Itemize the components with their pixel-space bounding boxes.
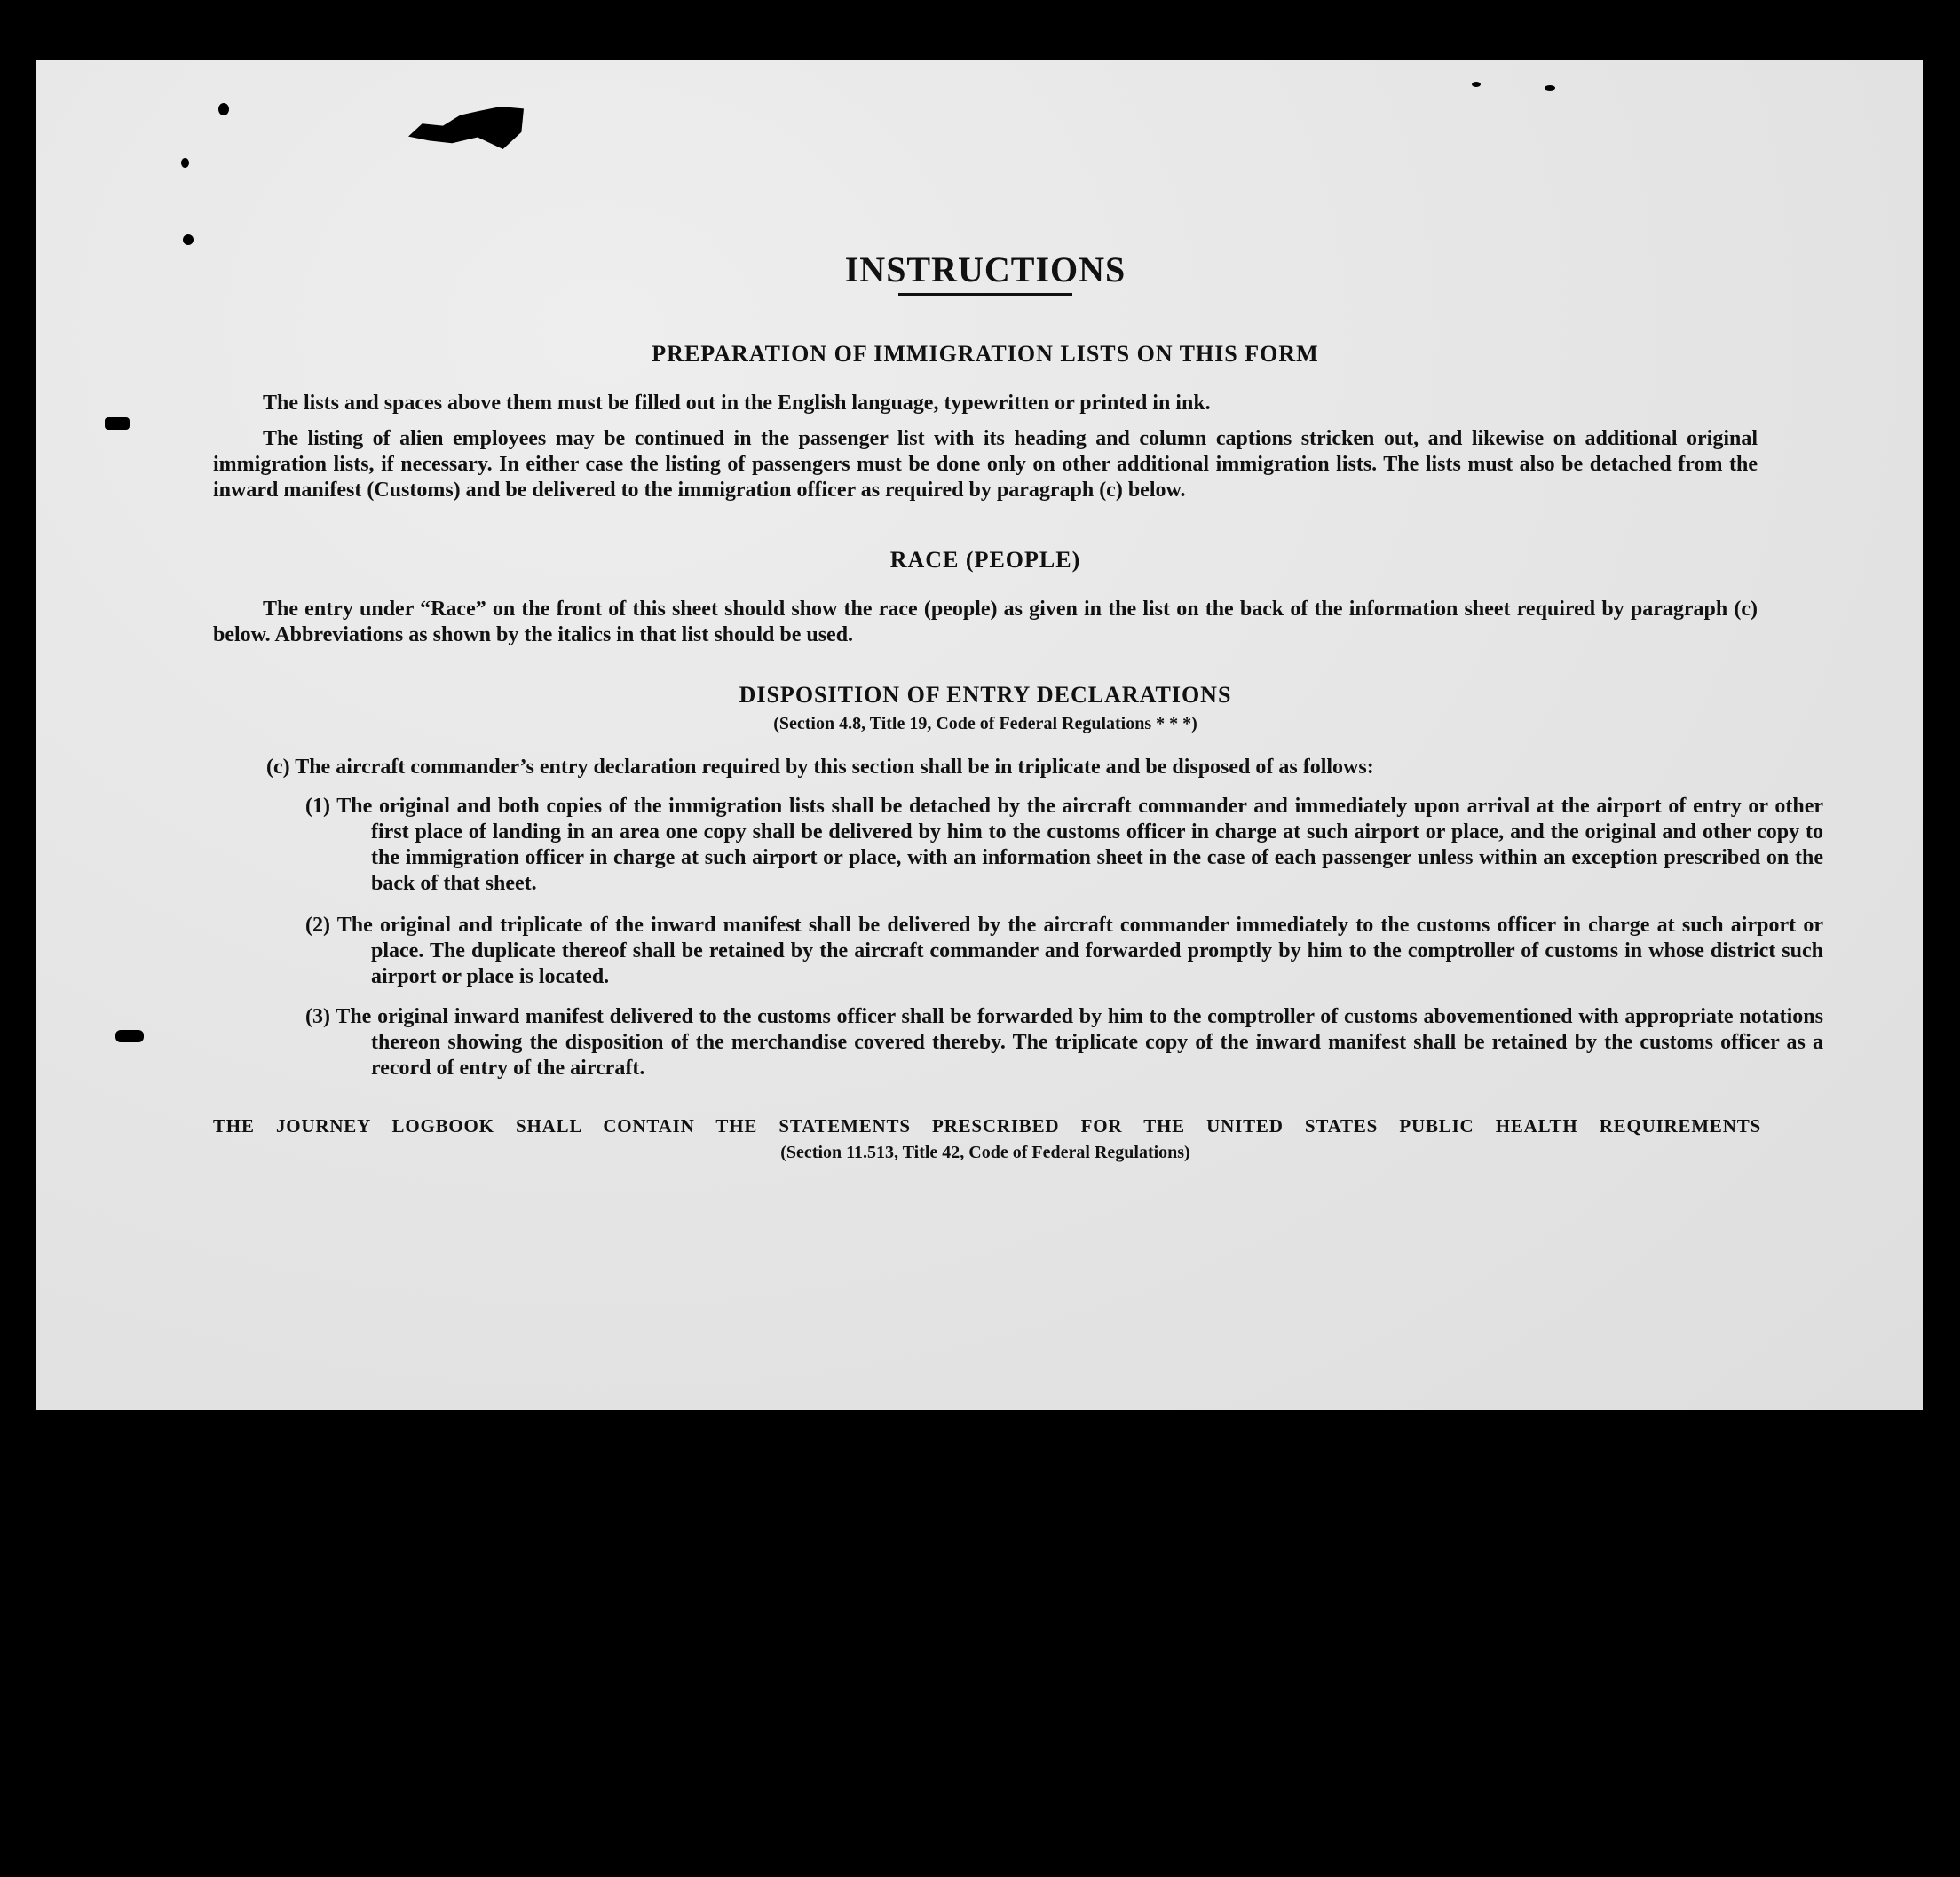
page-title: INSTRUCTIONS (844, 249, 1126, 289)
list-item: (2) The original and triplicate of the inward manifest shall be delivered by the aircraft commander immediately to the customs officer in charge at such airport or place. The duplicate thereof shall be retained by the aircraft commander and forwarded promptly by him to the comptroller of customs in whose district such airport or place is located. (305, 914, 1823, 988)
paragraph-race-entry: The entry under “Race” on the front of this sheet should show the race (people) as given in the list on the back of the information sheet required by paragraph (c) below. Abbreviations as shown by the italics in that list should be used. (213, 598, 1758, 646)
paragraph-lists-language: The lists and spaces above them must be filled out in the English language, typewritten or printed in ink. (263, 392, 1211, 415)
title-underline (898, 293, 1072, 296)
section-heading-race: RACE (PEOPLE) (889, 547, 1081, 573)
paragraph-triplicate-intro: (c) The aircraft commander’s entry declaration required by this section shall be in triplicate and be disposed of as follows: (266, 756, 1374, 779)
list-item: (3) The original inward manifest delivered to the customs officer shall be forwarded by him to the comptroller of customs abovementioned with appropriate notations thereon showing the disposition of the merchandise covered thereby. The triplicate copy of the inward manifest shall be retained by the customs officer as a record of entry of the aircraft. (305, 1005, 1823, 1080)
scan-speck (483, 1538, 486, 1548)
list-item: (1) The original and both copies of the immigration lists shall be detached by the aircraft commander and immediately upon arrival at the airport of entry or other first place of landing in an area one copy shall be delivered by him to the customs officer in charge at such airport or place, and the original and other copy to the immigration officer in charge at such airport or place, with an information sheet in the case of each passenger unless within an exception prescribed on the back of that sheet. (305, 795, 1823, 895)
section-heading-disposition: DISPOSITION OF ENTRY DECLARATIONS (739, 682, 1232, 708)
footer-citation: (Section 11.513, Title 42, Code of Federal Regulations) (780, 1143, 1190, 1162)
footer-statement: THE JOURNEY LOGBOOK SHALL CONTAIN THE STATEMENTS PRESCRIBED FOR THE UNITED STATES PUBLIC HEALTH REQUIREMENTS (213, 1115, 1761, 1136)
paragraph-alien-employees: The listing of alien employees may be continued in the passenger list with its heading and column captions stricken out, and likewise on additional original immigration lists, if necessary. In either case the listing of passengers must be done only on other additional immigration lists. The lists must also be detached from the inward manifest (Customs) and be delivered to the immigration officer as required by paragraph (c) below. (213, 427, 1758, 502)
section-citation: (Section 4.8, Title 19, Code of Federal Regulations * * *) (773, 714, 1197, 733)
section-heading-preparation: PREPARATION OF IMMIGRATION LISTS ON THIS FORM (652, 341, 1319, 367)
